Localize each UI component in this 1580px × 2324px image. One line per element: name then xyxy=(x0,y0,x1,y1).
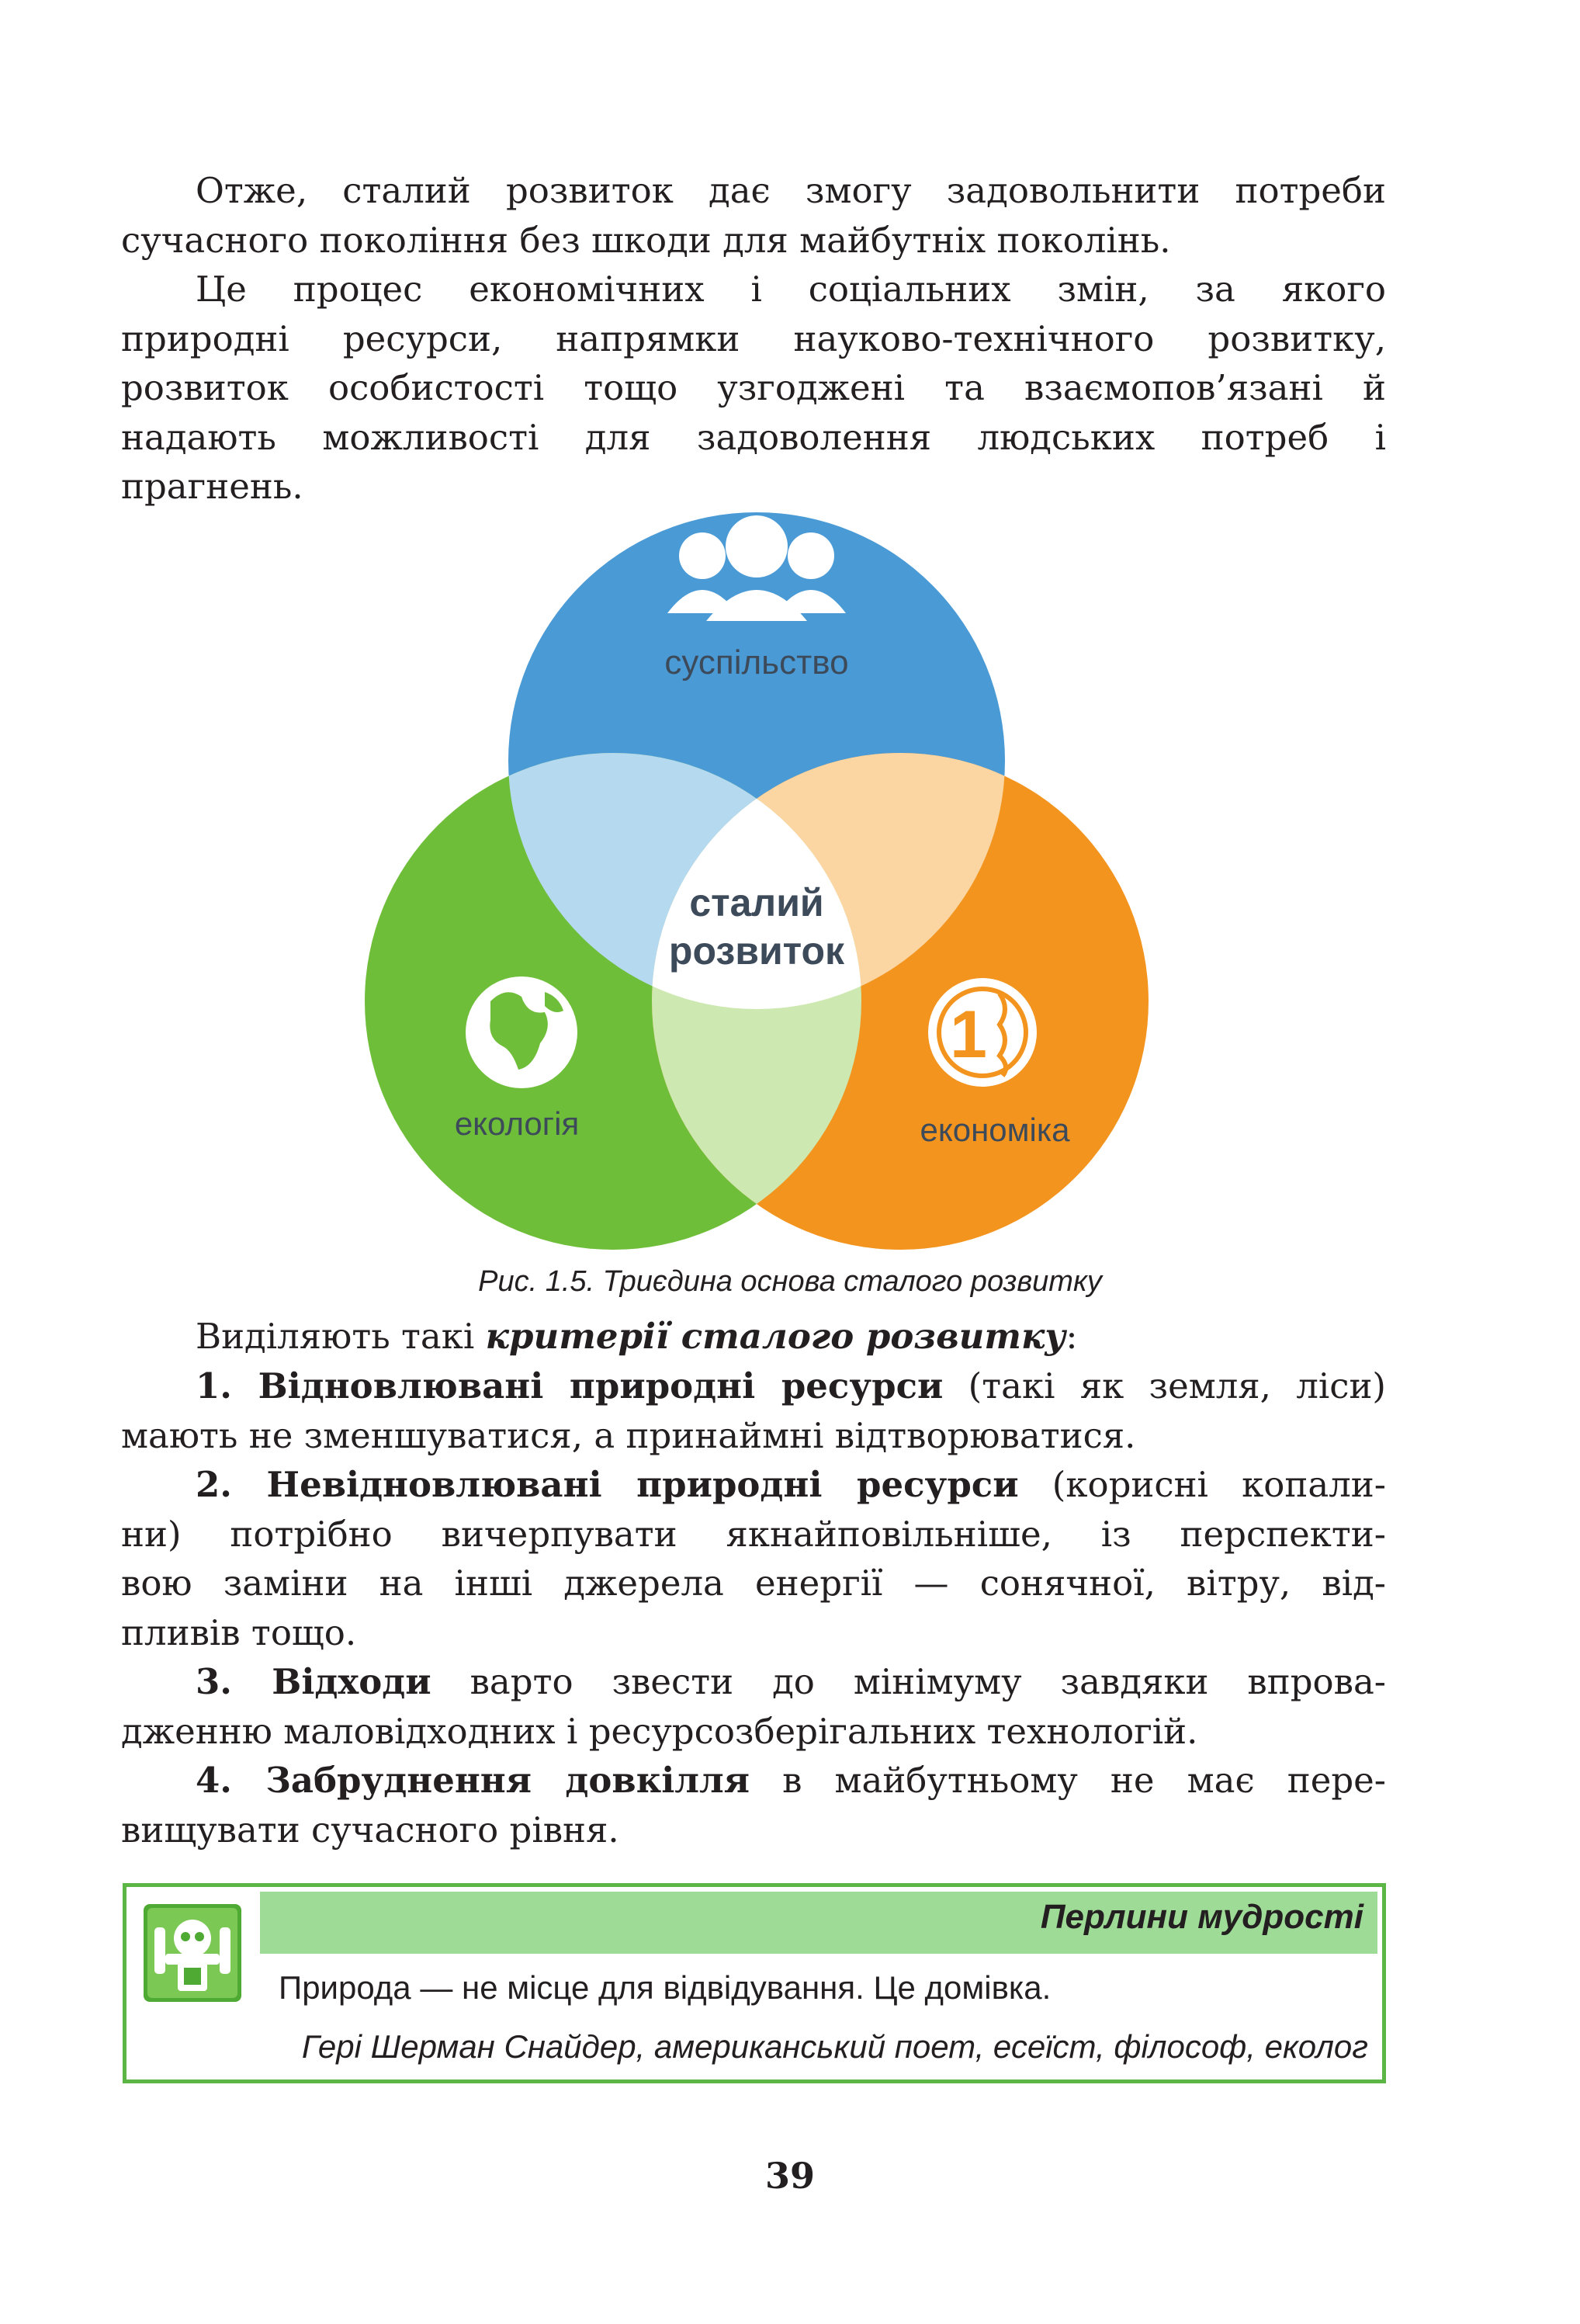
criterion-3-text: варто звести до мінімуму завдяки впрова- xyxy=(431,1661,1386,1702)
sustainability-venn-diagram xyxy=(365,505,1149,1250)
wisdom-title: Перлини мудрості xyxy=(1040,1898,1363,1936)
coin-digit: 1 xyxy=(950,997,987,1072)
criterion-1 xyxy=(121,1361,1386,1460)
wisdom-author: Гері Шерман Снайдер, американський поет, есеїст, філософ, еколог xyxy=(301,2028,1368,2065)
center-label-line2: розвиток xyxy=(668,929,845,973)
text-line: Це процес економічних і соціальних змін, за якого xyxy=(196,269,1386,310)
text-line: природні ресурси, напрямки науково-технічного розвитку, xyxy=(121,317,1386,359)
text-line xyxy=(121,1361,1386,1411)
criterion-2 xyxy=(121,1460,1386,1657)
criterion-3 xyxy=(121,1657,1386,1756)
text-line xyxy=(121,1312,1386,1361)
text-line: вою заміни на інші джерела енергії — сонячної, вітру, від- xyxy=(121,1563,1386,1604)
intro-paragraph-2 xyxy=(121,265,1386,512)
wisdom-box xyxy=(123,1883,1386,2083)
text-line: дженню маловідходних і ресурсозберігальних технологій. xyxy=(121,1710,1198,1752)
page-number: 39 xyxy=(764,2155,815,2197)
ecology-label: екологія xyxy=(454,1105,580,1142)
coin-icon xyxy=(928,978,1037,1087)
criteria-intro-text: Виділяють такі xyxy=(196,1316,486,1357)
text-line: розвиток особистості тощо узгоджені та взаємопов’язані й xyxy=(121,367,1386,408)
text-line: Отже, сталий розвиток дає змогу задовольнити потреби xyxy=(196,170,1386,211)
criterion-3-title: 3. Відходи xyxy=(196,1661,431,1702)
wisdom-header xyxy=(260,1892,1377,1954)
text-line: прагнень. xyxy=(121,466,303,507)
text-line: мають не зменшуватися, а принаймні відтворюватися. xyxy=(121,1414,1136,1456)
text-line: вищувати сучасного рівня. xyxy=(121,1809,619,1851)
text-line: ни) потрібно вичерпувати якнайповільніше, із перспекти- xyxy=(121,1513,1386,1555)
criterion-2-title: 2. Невідновлювані природні ресурси xyxy=(196,1464,1019,1505)
criteria-intro xyxy=(121,1312,1386,1361)
criterion-1-text: (такі як земля, ліси) xyxy=(943,1365,1386,1407)
criteria-intro-emphasis: критерії сталого розвитку xyxy=(485,1316,1066,1357)
center-label-line1: сталий xyxy=(689,881,824,924)
criterion-2-text: (корисні копали- xyxy=(1018,1464,1386,1505)
wise-man-icon xyxy=(144,1904,241,2002)
text-line: сучасного покоління без шкоди для майбутніх поколінь. xyxy=(121,219,1171,261)
criterion-1-title: 1. Відновлювані природні ресурси xyxy=(196,1365,944,1407)
globe-icon xyxy=(466,976,577,1088)
text-line: надають можливості для задоволення людських потреб і xyxy=(121,416,1386,458)
society-label: суспільство xyxy=(664,643,849,682)
text-line: пливів тощо. xyxy=(121,1611,357,1653)
text-line xyxy=(121,1460,1386,1510)
economy-label: економіка xyxy=(920,1112,1070,1148)
criteria-intro-end: : xyxy=(1065,1316,1078,1357)
criterion-4 xyxy=(121,1756,1386,1854)
intro-paragraph-1 xyxy=(121,166,1386,265)
text-line xyxy=(121,1657,1386,1707)
criterion-4-text: в майбутньому не має пере- xyxy=(750,1760,1386,1801)
wisdom-quote: Природа — не місце для відвідування. Це домівка. xyxy=(279,1969,1052,2006)
criterion-4-title: 4. Забруднення довкілля xyxy=(196,1760,750,1801)
text-line xyxy=(121,1756,1386,1805)
figure-caption: Рис. 1.5. Триєдина основа сталого розвитку xyxy=(478,1265,1102,1298)
